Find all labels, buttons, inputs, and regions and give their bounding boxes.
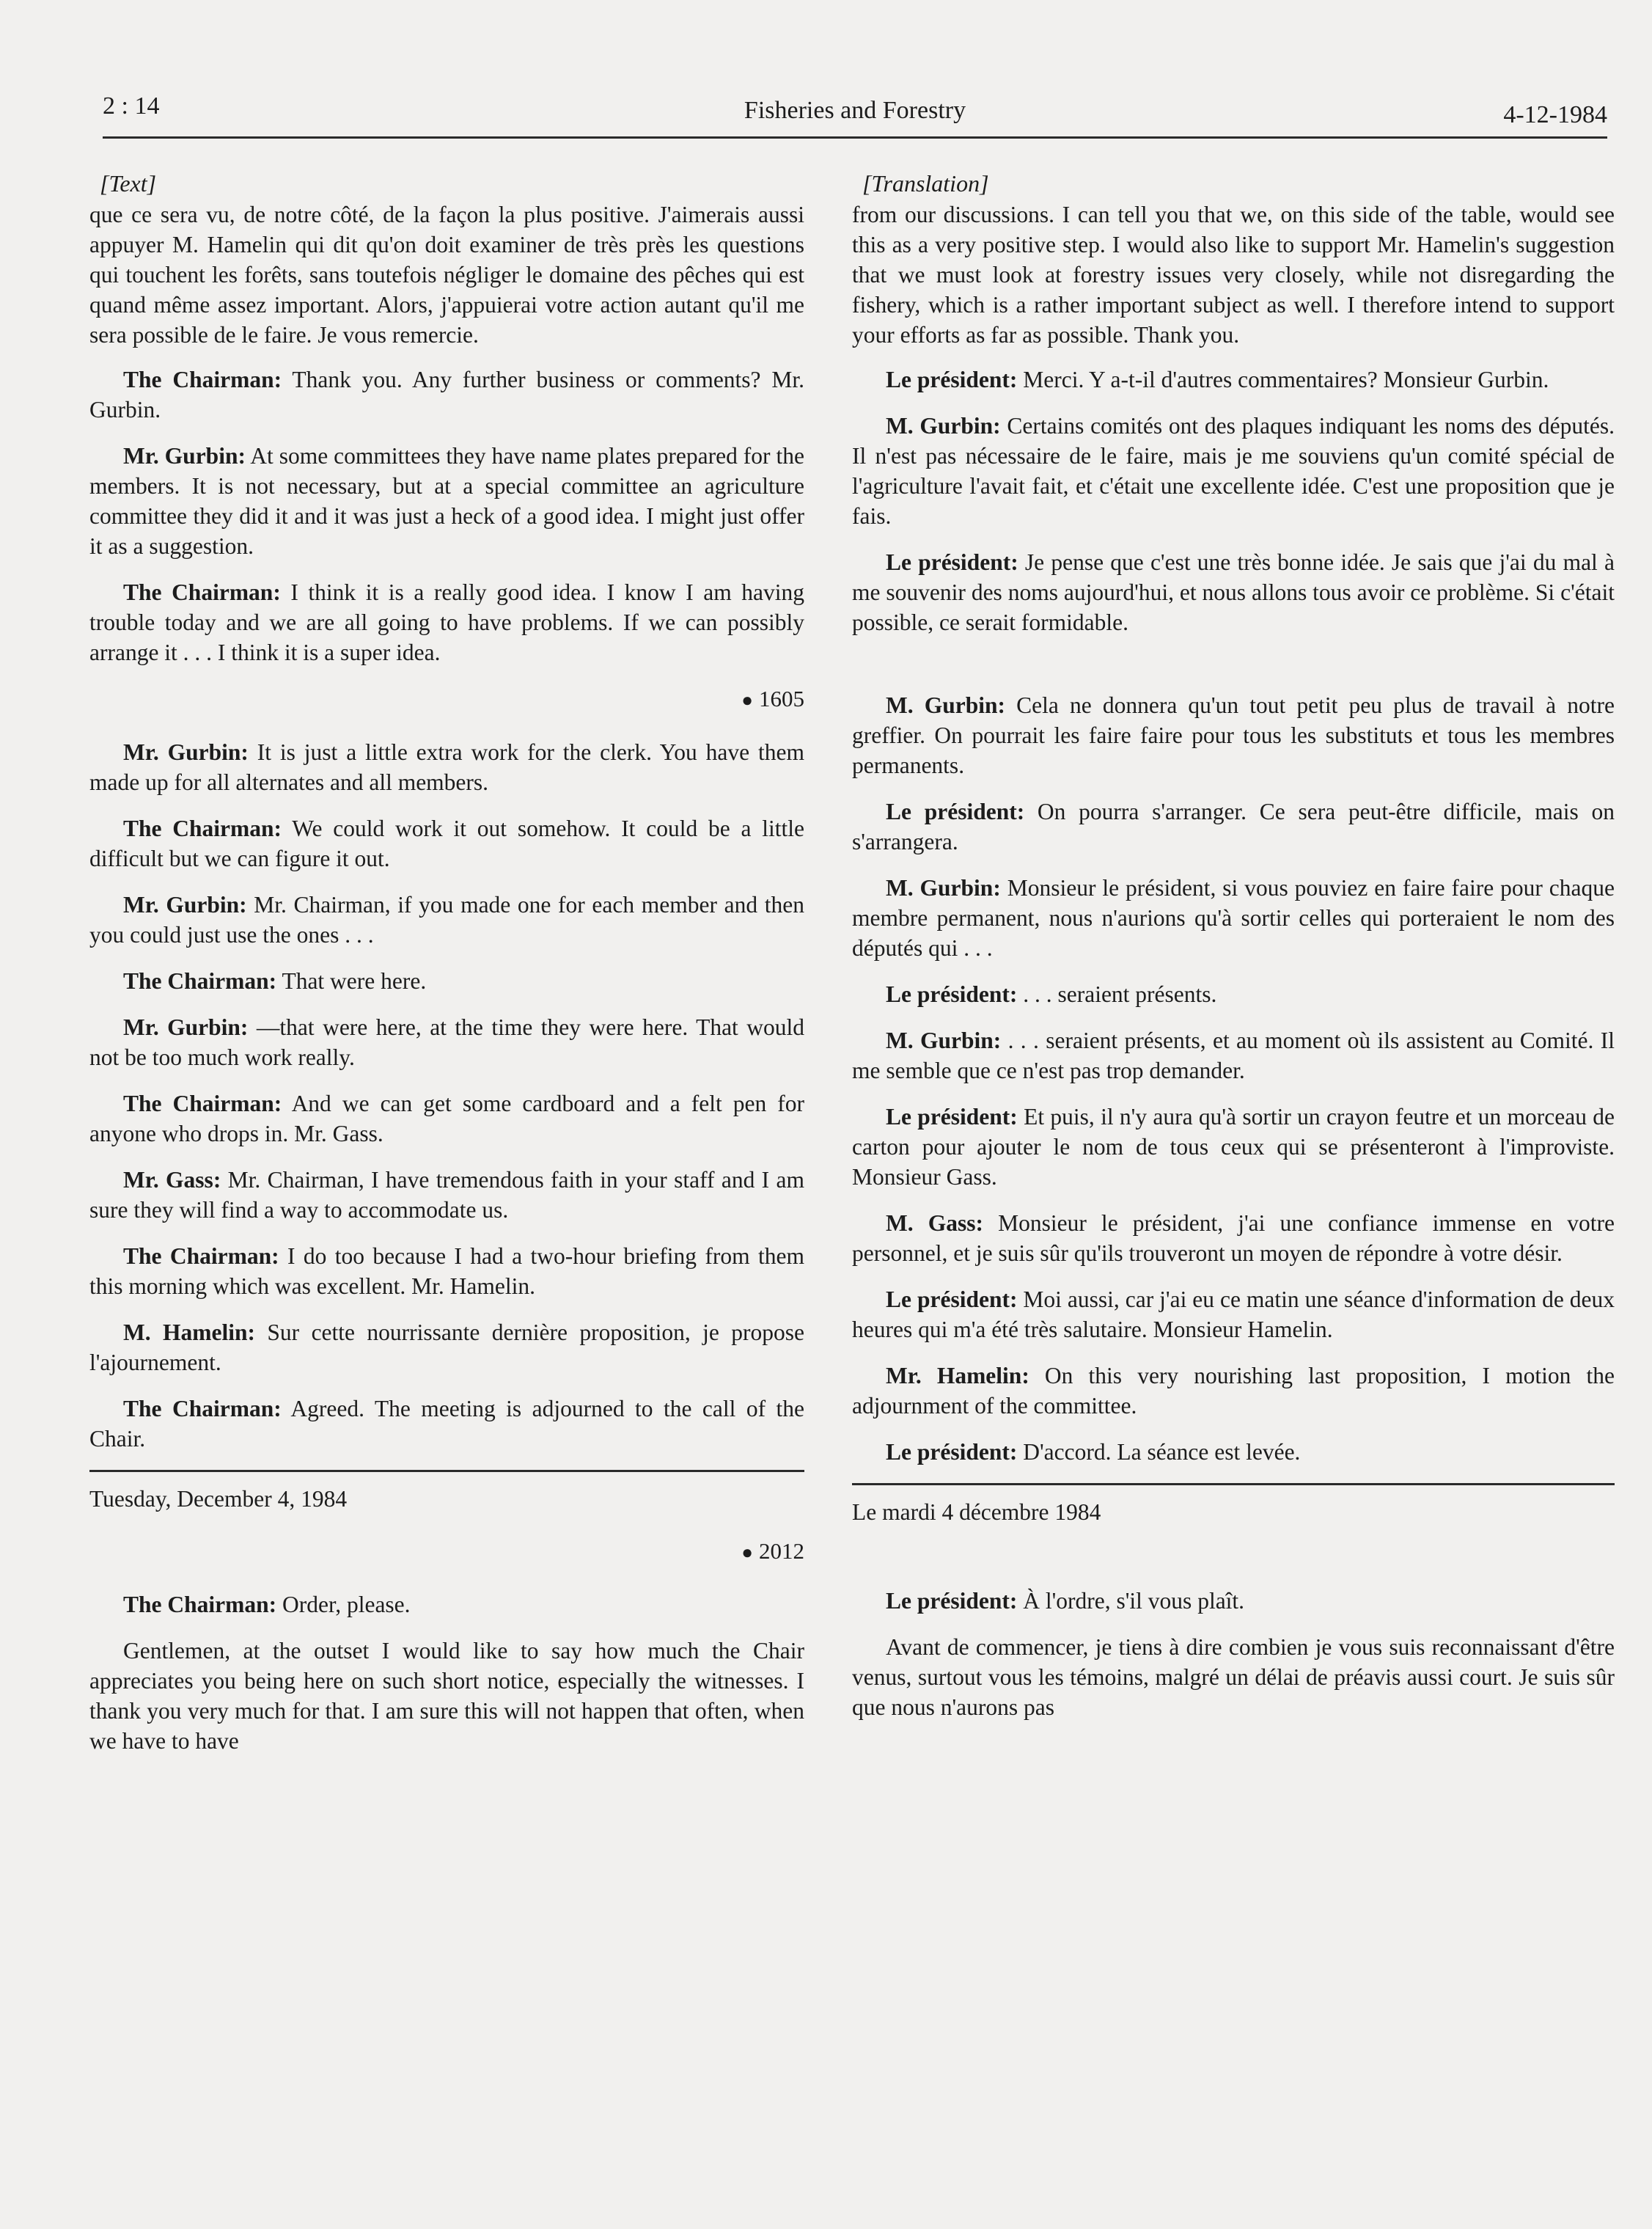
speech-text: Et puis, il n'y aura qu'à sortir un crayon feutre et un morceau de carton pour ajouter le nom de tous ceux qui se présenteront à l'improviste. Monsieur Gass. [852, 1104, 1615, 1190]
speaker-name: Mr. Hamelin: [886, 1363, 1029, 1388]
speaker-name: The Chairman: [123, 579, 281, 605]
speech-text: Agreed. The meeting is adjourned to the call of the Chair. [89, 1396, 804, 1452]
speech-paragraph [89, 1012, 804, 1072]
sitting-date: Le mardi 4 décembre 1984 [852, 1499, 1101, 1525]
speech-paragraph [852, 1437, 1615, 1467]
english-column [89, 167, 804, 1772]
speech-text: I do too because I had a two-hour briefing from them this morning which was excellent. Mr. Hamelin. [89, 1243, 804, 1299]
speech-text: On this very nourishing last proposition, I motion the adjournment of the committee. [852, 1363, 1615, 1419]
speaker-name: M. Gurbin: [886, 413, 1001, 439]
speech-text: . . . seraient présents. [1017, 981, 1217, 1007]
speech-text: Avant de commencer, je tiens à dire combien je vous suis reconnaissant d'être venus, surtout vous les témoins, malgré un délai de préavis aussi court. Je suis sûr que nous n'aurons pas [852, 1634, 1615, 1720]
speech-text: Mr. Chairman, I have tremendous faith in your staff and I am sure they will find a way to accommodate us. [89, 1167, 804, 1223]
speech-text: À l'ordre, s'il vous plaît. [1017, 1588, 1245, 1614]
speaker-name: Mr. Gurbin: [123, 443, 246, 469]
publication-title: Fisheries and Forestry [744, 97, 966, 124]
speech-paragraph [852, 1025, 1615, 1086]
speech-paragraph [89, 1317, 804, 1377]
speech-text: Monsieur le président, si vous pouviez en faire faire pour chaque membre permanent, nous n'aurions qu'à sortir celles qui porteraient le nom des députés qui . . . [852, 875, 1615, 961]
speech-text: At some committees they have name plates prepared for the members. It is not necessary, but at a special committee an agriculture committee they did it and it was just a heck of a good idea. I might just offer it as a suggestion. [89, 443, 805, 559]
speech-text: Thank you. Any further business or comments? Mr. Gurbin. [89, 367, 804, 422]
header-date: 4-12-1984 [1503, 101, 1607, 128]
section-divider [89, 1470, 804, 1472]
speaker-name: Le président: [886, 1588, 1018, 1614]
speaker-name: The Chairman: [123, 1243, 279, 1269]
speech-text: Sur cette nourrissante dernière proposition, je propose l'ajournement. [89, 1320, 804, 1375]
speech-text: —that were here, at the time they were here. That would not be too much work really. [89, 1014, 804, 1070]
speech-paragraph [89, 1394, 804, 1454]
speaker-name: The Chairman: [123, 1396, 282, 1421]
speech-paragraph [89, 1589, 804, 1619]
speech-text: . . . seraient présents, et au moment où ils assistent au Comité. Il me semble que ce n'est pas trop demander. [852, 1028, 1615, 1083]
speech-text: On pourra s'arranger. Ce sera peut-être difficile, mais on s'arrangera. [852, 799, 1615, 854]
speaker-name: M. Gurbin: [886, 875, 1001, 901]
speaker-name: Le président: [886, 981, 1018, 1007]
speech-paragraph [89, 1241, 804, 1301]
speech-paragraph [852, 979, 1615, 1009]
speech-paragraph [852, 365, 1615, 395]
speaker-name: The Chairman: [123, 968, 277, 994]
speaker-name: Le président: [886, 1104, 1018, 1130]
speech-paragraph [852, 873, 1615, 963]
column-label: [Translation] [862, 170, 989, 197]
sitting-date: Tuesday, December 4, 1984 [89, 1486, 348, 1512]
speaker-name: Mr. Gass: [123, 1167, 221, 1193]
marker-spacer [852, 1549, 1615, 1586]
speaker-name: The Chairman: [123, 367, 282, 392]
speech-text: D'accord. La séance est levée. [1017, 1439, 1301, 1465]
speech-paragraph [89, 1636, 804, 1756]
speech-text: We could work it out somehow. It could be a little difficult but we can figure it out. [89, 816, 804, 871]
speaker-name: M. Gass: [886, 1210, 983, 1236]
speech-text: Monsieur le président, j'ai une confiance immense en votre personnel, et je suis sûr qu'ils trouveront un moyen de répondre à votre désir. [852, 1210, 1615, 1266]
speech-paragraph [852, 1361, 1615, 1421]
speech-paragraph [89, 365, 804, 425]
speech-text: Cela ne donnera qu'un tout petit peu plus de travail à notre greffier. On pourrait les faire faire pour tous les substituts et tous les membres permanents. [852, 692, 1615, 778]
speech-paragraph [89, 441, 804, 561]
time-marker: ● 1605 [741, 686, 804, 711]
speech-paragraph [852, 1632, 1615, 1722]
speech-paragraph [89, 813, 804, 874]
speech-text: I think it is a really good idea. I know I am having trouble today and we are all going to have problems. If we can possibly arrange it . . . I think it is a super idea. [89, 579, 804, 665]
speech-paragraph [89, 577, 804, 667]
speech-paragraph [852, 690, 1615, 780]
speech-paragraph [852, 797, 1615, 857]
speech-text: And we can get some cardboard and a felt pen for anyone who drops in. Mr. Gass. [89, 1091, 804, 1146]
speech-text: Gentlemen, at the outset I would like to say how much the Chair appreciates you being here on such short notice, especially the witnesses. I thank you very much for that. I am sure this will not happen that often, when we have to have [89, 1638, 804, 1754]
french-column [852, 167, 1615, 1738]
intro-paragraph: que ce sera vu, de notre côté, de la façon la plus positive. J'aimerais aussi appuyer M. Hamelin qui dit qu'on doit examiner de très près les questions qui touchent les forêts, sans toutefois négliger le domaine des pêches qui est quand même assez important. Alors, j'appuierai votre action autant qu'il me sera possible de le faire. Je vous remercie. [89, 202, 804, 348]
speech-paragraph [89, 1165, 804, 1225]
speaker-name: Mr. Gurbin: [123, 739, 249, 765]
speaker-name: Le président: [886, 549, 1018, 575]
column-label: [Text] [100, 170, 157, 197]
speech-text: Merci. Y a-t-il d'autres commentaires? Monsieur Gurbin. [1017, 367, 1549, 392]
page-header [103, 87, 1607, 139]
speech-text: Certains comités ont des plaques indiquant les noms des députés. Il n'est pas nécessaire de le faire, mais je me souviens qu'un comité spécial de l'agriculture l'avait fait, et c'était une excellente idée. C'est une proposition que je fais. [852, 413, 1615, 529]
speaker-name: Mr. Gurbin: [123, 1014, 249, 1040]
speech-paragraph [89, 966, 804, 996]
speech-text: Order, please. [276, 1592, 411, 1617]
speaker-name: Le président: [886, 799, 1025, 824]
speaker-name: The Chairman: [123, 816, 282, 841]
speaker-name: Le président: [886, 1439, 1018, 1465]
speech-paragraph [852, 1284, 1615, 1344]
speaker-name: M. Gurbin: [886, 692, 1006, 718]
speech-paragraph [89, 737, 804, 797]
speaker-name: M. Gurbin: [886, 1028, 1002, 1053]
speaker-name: Mr. Gurbin: [123, 892, 247, 918]
speaker-name: M. Hamelin: [123, 1320, 255, 1345]
speaker-name: Le président: [886, 1286, 1018, 1312]
section-divider [852, 1483, 1615, 1485]
intro-paragraph: from our discussions. I can tell you that we, on this side of the table, would see this as a very positive step. I would also like to support Mr. Hamelin's suggestion that we must look at forestry issues very closely, while not disregarding the fishery, which is a rather important subject as well. I therefore intend to support your efforts as far as possible. Thank you. [852, 202, 1615, 348]
speaker-name: The Chairman: [123, 1091, 282, 1116]
speech-paragraph [852, 547, 1615, 637]
speaker-name: The Chairman: [123, 1592, 277, 1617]
speech-paragraph [89, 1088, 804, 1149]
speech-text: Mr. Chairman, if you made one for each member and then you could just use the ones . . . [89, 892, 804, 948]
speech-paragraph [852, 1208, 1615, 1268]
marker-spacer [852, 654, 1615, 690]
speech-text: Moi aussi, car j'ai eu ce matin une séance d'information de deux heures qui m'a été très salutaire. Monsieur Hamelin. [852, 1286, 1615, 1342]
time-marker: ● 2012 [741, 1538, 804, 1564]
speech-text: It is just a little extra work for the clerk. You have them made up for all alternates and all members. [89, 739, 805, 795]
speech-paragraph [852, 1102, 1615, 1192]
speech-paragraph [852, 411, 1615, 531]
speech-text: Je pense que c'est une très bonne idée. Je sais que j'ai du mal à me souvenir des noms aujourd'hui, et nous allons tous avoir ce problème. Si c'était possible, ce serait formidable. [852, 549, 1615, 635]
speech-paragraph [89, 890, 804, 950]
speech-text: That were here. [276, 968, 427, 994]
speaker-name: Le président: [886, 367, 1018, 392]
speech-paragraph [852, 1586, 1615, 1616]
page-number: 2 : 14 [103, 92, 160, 120]
